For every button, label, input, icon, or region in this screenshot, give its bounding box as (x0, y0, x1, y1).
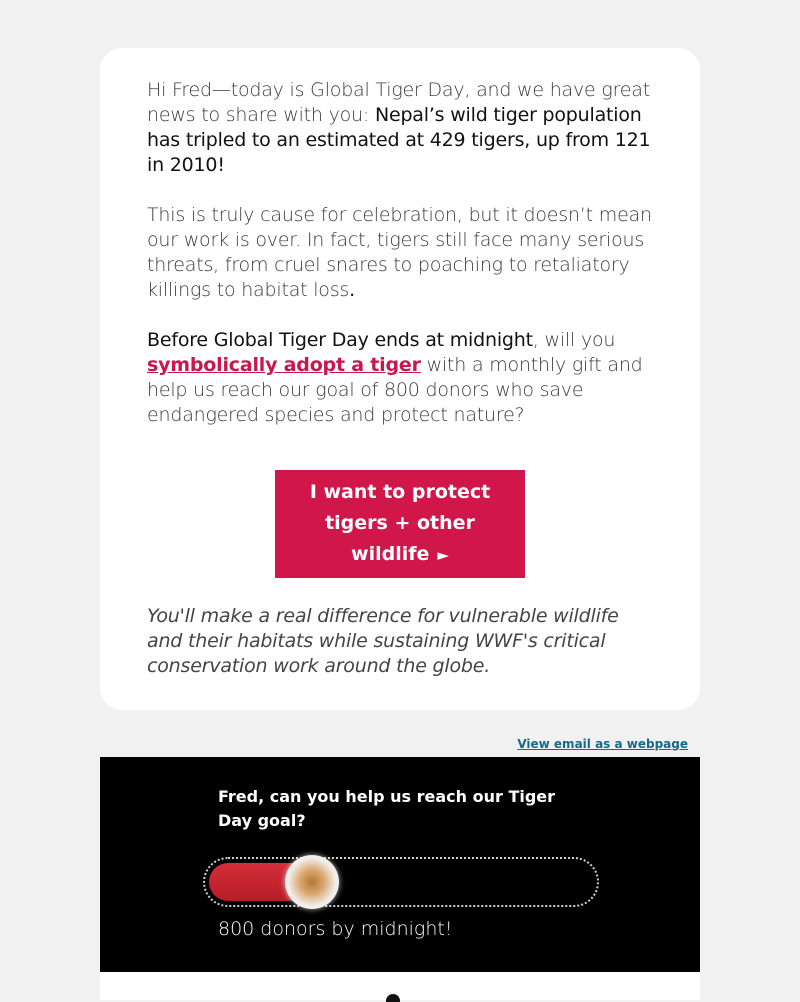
goal-section (100, 757, 700, 972)
ask-highlight: Before Global Tiger Day ends at midnight (147, 329, 533, 351)
ask-text-mid: , will you (532, 329, 616, 351)
closing-paragraph: You'll make a real difference for vulnerable wildlife and their habitats while sustaining WWF's critical conservation work around the globe. (147, 605, 619, 677)
intro-text: Hi Fred—today is Global Tiger Day, and we have great news to share with you: (147, 79, 650, 126)
cta-label: I want to protect tigers + other wildlife (309, 481, 491, 565)
email-card (100, 48, 700, 710)
ask-paragraph (147, 328, 653, 428)
progress-track (203, 857, 599, 907)
threats-period: . (349, 279, 355, 301)
view-webpage-link[interactable]: View email as a webpage (517, 737, 688, 751)
protect-tigers-button[interactable] (275, 470, 525, 578)
tiger-knob-icon (285, 855, 339, 909)
cta-wrapper (147, 470, 653, 578)
cta-content (305, 477, 495, 571)
threats-text: This is truly cause for celebration, but it doesn’t mean our work is over. In fact, tigers still face many serious threats, from cruel snares to poaching to retaliatory killings to habitat loss (147, 204, 652, 301)
goal-question: Fred, can you help us reach our Tiger Day goal? (218, 787, 556, 830)
goal-caption: 800 donors by midnight! (218, 918, 453, 940)
intro-paragraph (147, 78, 653, 178)
threats-paragraph (147, 203, 653, 303)
section-graphic-icon (386, 994, 400, 1002)
play-arrow-icon: ► (437, 546, 449, 564)
intro-highlight: Nepal’s wild tiger population has tripled to an estimated at 429 tigers, up from 121 in 2010! (147, 104, 651, 176)
next-section (100, 972, 700, 1000)
ask-text-end: with a monthly gift and help us reach our goal of 800 donors who save endangered species and protect nature? (147, 354, 643, 426)
adopt-tiger-link[interactable]: symbolically adopt a tiger (147, 354, 421, 376)
